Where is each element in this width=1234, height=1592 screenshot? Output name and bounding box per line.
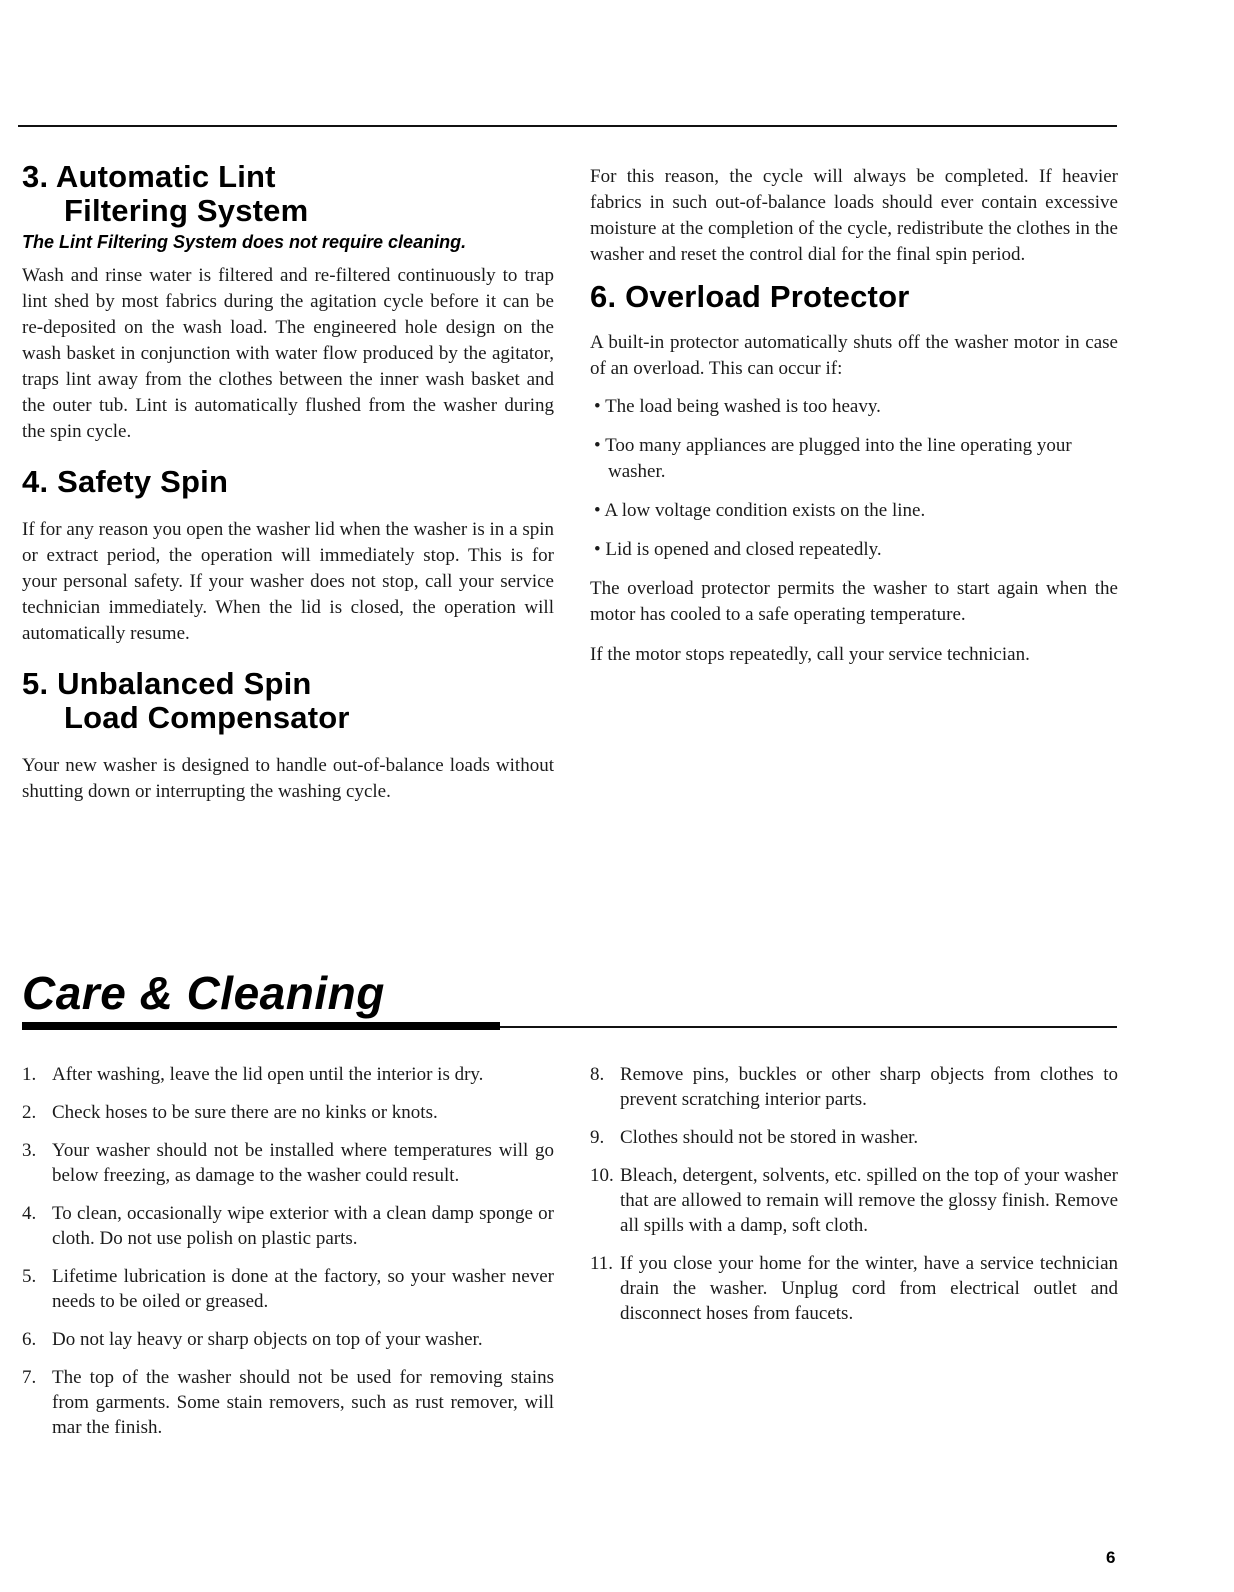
care-list-right (590, 1062, 1118, 1326)
overload-causes-list (590, 394, 1118, 563)
list-item: • Too many appliances are plugged into the line operating your washer. (594, 435, 1072, 482)
section-4-body: If for any reason you open the washer lid when the washer is in a spin or extract period, the operation will immediately stop. This is for your personal safety. If your washer does not stop, call your service technician immediately. When the lid is closed, the operation will automatically resume. (22, 519, 554, 644)
section-3-heading-line1: 3. Automatic Lint (22, 159, 276, 194)
list-item: 6. Do not lay heavy or sharp objects on top of your washer. (22, 1329, 483, 1350)
top-rule (18, 125, 1117, 127)
list-item: • Lid is opened and closed repeatedly. (594, 539, 882, 560)
section-5-heading-line2: Load Compensator (64, 700, 350, 735)
list-item: 2. Check hoses to be sure there are no kinks or knots. (22, 1102, 438, 1123)
list-item: • The load being washed is too heavy. (594, 396, 881, 417)
list-item: 11. If you close your home for the winter, have a service technician drain the washer. Unplug cord from electrical outlet and disconnect hoses from faucets. (590, 1253, 1118, 1324)
page-number: 6 (1106, 1548, 1116, 1567)
list-item: 4. To clean, occasionally wipe exterior with a clean damp sponge or cloth. Do not use polish on plastic parts. (22, 1203, 554, 1249)
care-title-rule (500, 1026, 1117, 1028)
list-item: 9. Clothes should not be stored in washer. (590, 1127, 919, 1148)
care-list-left-column (22, 1062, 554, 1453)
care-cleaning-title: Care & Cleaning (22, 967, 385, 1019)
section-6-heading: 6. Overload Protector (590, 279, 910, 314)
left-column-upper (22, 160, 554, 805)
section-5-heading (22, 667, 554, 735)
list-item: 7. The top of the washer should not be used for removing stains from garments. Some stain removers, such as rust remover, will mar the finish. (22, 1367, 554, 1438)
list-item: 5. Lifetime lubrication is done at the factory, so your washer never needs to be oiled or greased. (22, 1266, 554, 1312)
section-3-body: Wash and rinse water is filtered and re-filtered continuously to trap lint shed by most fabrics during the agitation cycle before it can be re-deposited on the wash load. The engineered hole design on the wash basket in conjunction with water flow produced by the agitator, traps lint away from the clothes between the inner wash basket and the outer tub. Lint is automatically flushed from the washer during the spin cycle. (22, 265, 554, 442)
care-list-left (22, 1062, 554, 1440)
section-6-intro: A built-in protector automatically shuts off the washer motor in case of an overload. This can occur if: (590, 332, 1118, 379)
section-5-body-continued: For this reason, the cycle will always be completed. If heavier fabrics in such out-of-balance loads should ever contain excessive moisture at the completion of the cycle, redistribute the clothes in the washer and reset the control dial for the final spin period. (590, 166, 1118, 265)
section-4-heading: 4. Safety Spin (22, 464, 229, 499)
list-item: 8. Remove pins, buckles or other sharp objects from clothes to prevent scratching interior parts. (590, 1064, 1118, 1110)
right-column-upper (590, 164, 1118, 668)
care-list-right-column (590, 1062, 1118, 1339)
list-item: 3. Your washer should not be installed where temperatures will go below freezing, as damage to the washer could result. (22, 1140, 554, 1186)
section-6-paragraph-2: If the motor stops repeatedly, call your service technician. (590, 644, 1030, 665)
section-5-heading-line1: 5. Unbalanced Spin (22, 666, 312, 701)
list-item: 10. Bleach, detergent, solvents, etc. spilled on the top of your washer that are allowed to remain will remove the glossy finish. Remove all spills with a damp, soft cloth. (590, 1165, 1118, 1236)
section-3-heading (22, 160, 554, 228)
list-item: • A low voltage condition exists on the line. (594, 500, 926, 521)
section-5-body: Your new washer is designed to handle out-of-balance loads without shutting down or interrupting the washing cycle. (22, 755, 554, 802)
section-3-subtitle: The Lint Filtering System does not require cleaning. (22, 232, 467, 252)
care-title-underline-bar (22, 1022, 500, 1030)
section-6-paragraph-1: The overload protector permits the washer to start again when the motor has cooled to a safe operating temperature. (590, 578, 1118, 625)
list-item: 1. After washing, leave the lid open until the interior is dry. (22, 1064, 484, 1085)
section-3-heading-line2: Filtering System (64, 193, 309, 228)
